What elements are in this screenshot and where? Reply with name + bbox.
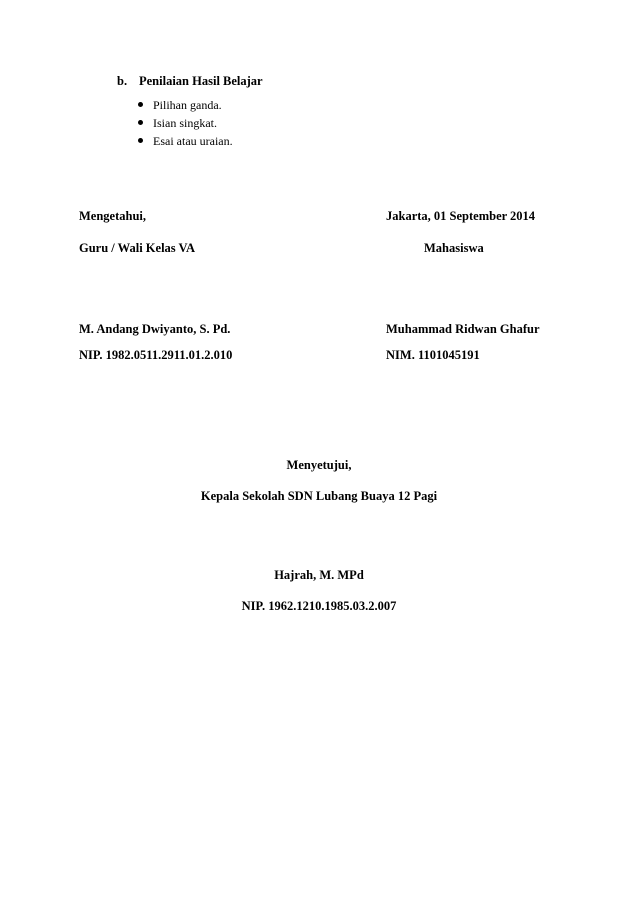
left-signature-role: Guru / Wali Kelas VA <box>79 241 196 255</box>
right-signature-nim: NIM. 1101045191 <box>386 348 480 362</box>
center-signature-role: Kepala Sekolah SDN Lubang Buaya 12 Pagi <box>200 489 438 503</box>
bullet-list <box>137 96 233 150</box>
center-signature-nip: NIP. 1962.1210.1985.03.2.007 <box>241 599 397 613</box>
center-signature-name: Hajrah, M. MPd <box>274 568 364 582</box>
list-item <box>137 114 233 132</box>
bullet-icon <box>138 102 143 107</box>
right-signature-name: Muhammad Ridwan Ghafur <box>386 322 540 336</box>
list-item-text: Isian singkat. <box>153 116 217 130</box>
list-item-text: Pilihan ganda. <box>153 98 222 112</box>
left-signature-nip: NIP. 1982.0511.2911.01.2.010 <box>79 348 233 362</box>
right-signature-role: Mahasiswa <box>424 241 484 255</box>
center-signature-heading: Menyetujui, <box>286 458 352 472</box>
list-item-text: Esai atau uraian. <box>153 134 233 148</box>
right-signature-heading: Jakarta, 01 September 2014 <box>386 209 536 223</box>
left-signature-name: M. Andang Dwiyanto, S. Pd. <box>79 322 231 336</box>
bullet-icon <box>138 138 143 143</box>
list-item <box>137 96 233 114</box>
bullet-icon <box>138 120 143 125</box>
section-letter: b. <box>117 74 128 88</box>
section-title: Penilaian Hasil Belajar <box>139 74 263 88</box>
left-signature-heading: Mengetahui, <box>79 209 147 223</box>
list-item <box>137 132 233 150</box>
